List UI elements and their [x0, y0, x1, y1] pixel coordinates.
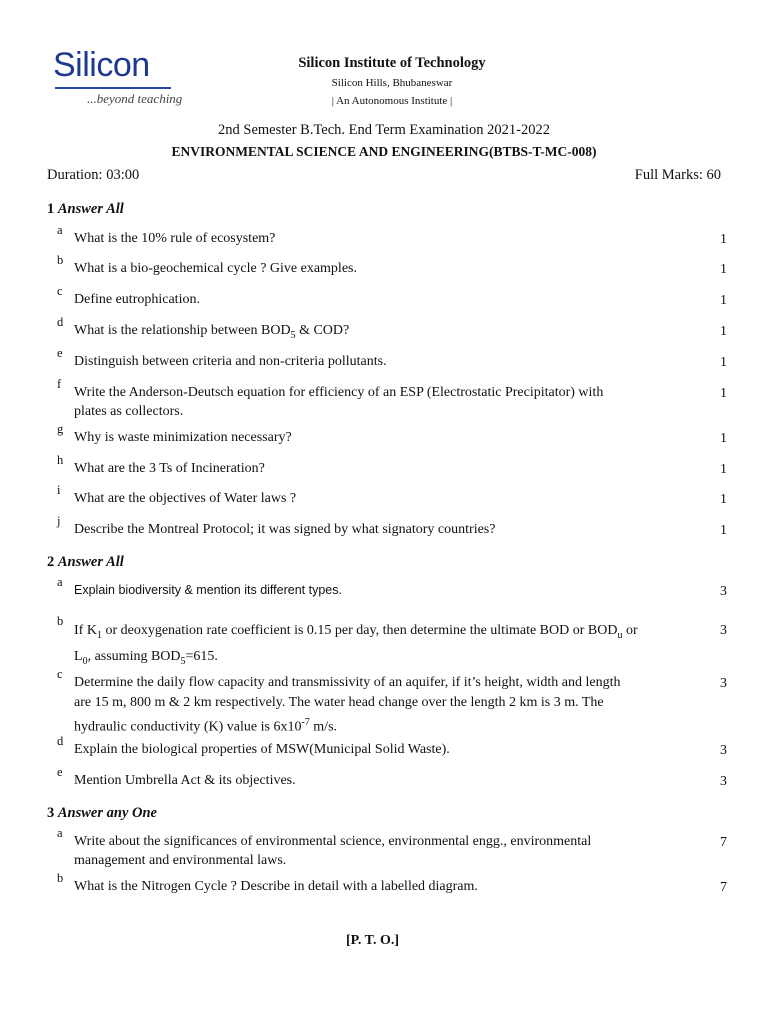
exam-title: 2nd Semester B.Tech. End Term Examination 2021-2022 [218, 122, 550, 138]
institute-status: | An Autonomous Institute | [331, 95, 453, 107]
question-marks: 1 [720, 293, 727, 308]
text-part: , assuming BOD [87, 648, 181, 664]
text-part: If K [74, 623, 97, 638]
superscript: -7 [301, 717, 310, 728]
question-label: d [57, 734, 64, 748]
question-text: What are the objectives of Water laws ? [74, 491, 297, 506]
subscript: 1 [96, 629, 102, 641]
question-text: What is the Nitrogen Cycle ? Describe in detail with a labelled diagram. [74, 879, 478, 894]
question-text [74, 620, 639, 672]
duration: Duration: 03:00 [47, 167, 140, 183]
text-part: =615. [185, 648, 218, 664]
text-part: & COD? [295, 323, 350, 338]
question-marks: 3 [720, 584, 727, 599]
section-instruction: Answer any One [57, 805, 157, 821]
question-text: Write about the significances of environmental science, environmental engg., environmental management and environmental laws. [74, 834, 592, 868]
question-marks: 1 [720, 355, 727, 370]
question-marks: 1 [720, 262, 727, 277]
section-number: 1 [47, 201, 55, 217]
question-marks: 1 [720, 324, 727, 339]
question-label: c [57, 284, 63, 298]
question-marks: 1 [720, 462, 727, 477]
question-marks: 1 [720, 431, 727, 446]
section-2-heading [47, 554, 124, 571]
question-label: b [57, 253, 64, 267]
question-text: Distinguish between criteria and non-criteria pollutants. [74, 354, 387, 369]
question-text: Why is waste minimization necessary? [74, 430, 292, 445]
course-title: ENVIRONMENTAL SCIENCE AND ENGINEERING(BTBS-T-MC-008) [171, 144, 597, 159]
question-label: a [57, 575, 63, 589]
question-text: Explain biodiversity & mention its different types. [74, 583, 342, 597]
question-marks: 1 [720, 492, 727, 507]
question-label: f [57, 377, 62, 391]
question-label: a [57, 223, 63, 237]
subscript: 0 [82, 655, 88, 667]
logo-wordmark: Silicon [53, 46, 150, 84]
section-instruction: Answer All [57, 201, 124, 217]
question-text: What are the 3 Ts of Incineration? [74, 461, 265, 476]
section-1-heading [47, 201, 124, 218]
question-text: Mention Umbrella Act & its objectives. [74, 773, 296, 788]
section-instruction: Answer All [57, 554, 124, 570]
question-text: Explain the biological properties of MSW(Municipal Solid Waste). [74, 742, 450, 757]
question-label: i [57, 483, 61, 497]
text-part: m/s. [309, 719, 338, 735]
question-text [74, 673, 639, 738]
question-marks: 3 [720, 743, 727, 758]
question-marks: 3 [720, 676, 727, 691]
question-text: What is the 10% rule of ecosystem? [74, 231, 276, 246]
question-marks: 1 [720, 523, 727, 538]
section-3-heading [47, 805, 157, 822]
subscript: 5 [180, 655, 186, 667]
question-text [74, 321, 639, 345]
question-marks: 1 [720, 386, 727, 401]
full-marks: Full Marks: 60 [634, 167, 721, 183]
institute-location: Silicon Hills, Bhubaneswar [331, 77, 453, 89]
question-label: h [57, 453, 64, 467]
question-marks: 3 [720, 774, 727, 789]
question-marks: 7 [720, 880, 727, 895]
institute-name: Silicon Institute of Technology [298, 55, 486, 71]
question-text: Define eutrophication. [74, 292, 200, 307]
text-part: or L [74, 623, 638, 664]
logo-tagline: ...beyond teaching [87, 91, 183, 106]
section-number: 2 [47, 554, 55, 570]
subscript: u [617, 629, 623, 641]
question-label: e [57, 765, 63, 779]
question-text: What is a bio-geochemical cycle ? Give examples. [74, 261, 357, 276]
text-part: Determine the daily flow capacity and transmissivity of an aquifer, if it’s height, width and length are 15 m, 800 m & 2 km respectively. The water head change over the length 2 km is 3 m. The hydraulic conductivity (K) value is 6x10 [74, 675, 621, 735]
question-marks: 3 [720, 623, 727, 638]
question-text: Write the Anderson-Deutsch equation for efficiency of an ESP (Electrostatic Precipitator) with plates as collectors. [74, 385, 604, 419]
question-label: g [57, 422, 64, 436]
please-turn-over: [P. T. O.] [345, 933, 400, 948]
subscript: 5 [290, 329, 296, 341]
question-marks: 7 [720, 835, 727, 850]
text-part: or deoxygenation rate coefficient is 0.15 per day, then determine the ultimate BOD or BOD [101, 623, 618, 638]
text-part: What is the relationship between BOD [74, 323, 291, 338]
question-label: a [57, 826, 63, 840]
question-label: b [57, 871, 64, 885]
question-label: d [57, 315, 64, 329]
section-number: 3 [47, 805, 55, 821]
question-text: Describe the Montreal Protocol; it was signed by what signatory countries? [74, 522, 496, 537]
question-marks: 1 [720, 232, 727, 247]
question-label: b [57, 614, 64, 628]
question-label: c [57, 667, 63, 681]
question-label: e [57, 346, 63, 360]
question-label: j [57, 514, 61, 528]
